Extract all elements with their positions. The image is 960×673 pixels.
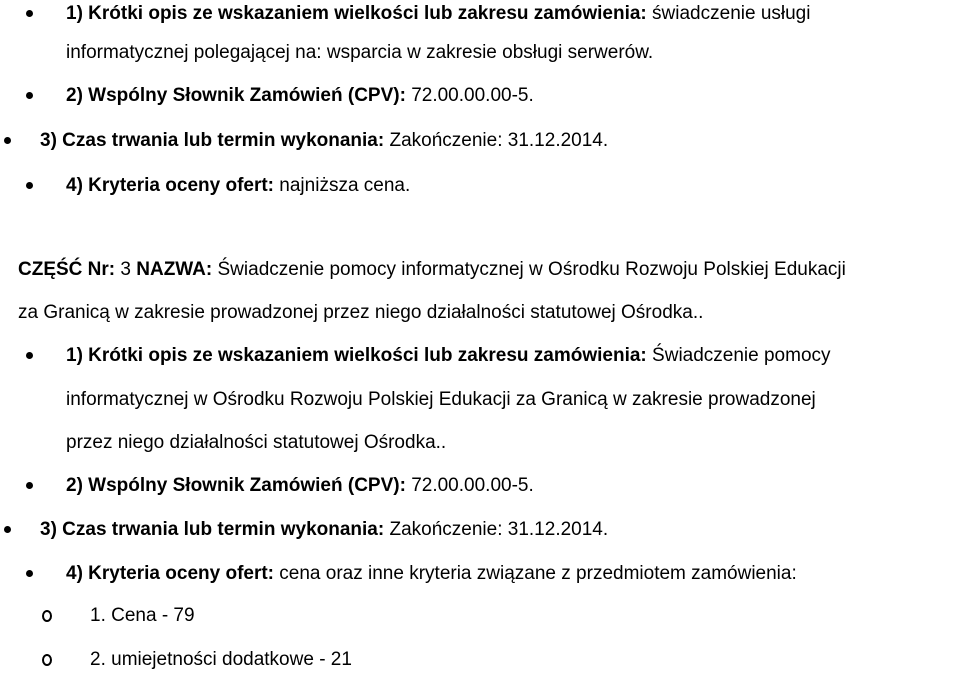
s1-item1-value: świadczenie usługi <box>646 3 811 24</box>
s1-item1-line2: informatycznej polegającej na: wsparcia w zakresie obsługi serwerów. <box>66 42 654 63</box>
bullet-icon <box>26 352 33 359</box>
s1-item1-label: 1) Krótki opis ze wskazaniem wielkości lub zakresu zamówienia: <box>66 3 647 24</box>
s2-item2-label: 2) Wspólny Słownik Zamówień (CPV): <box>66 475 406 496</box>
part-heading-line1 <box>18 259 846 281</box>
bullet-icon <box>26 92 33 99</box>
part-label: CZĘŚĆ Nr: <box>18 259 116 280</box>
criteria-item: 2. umiejetności dodatkowe - 21 <box>90 649 352 670</box>
bullet-icon <box>26 482 33 489</box>
bullet-icon <box>4 526 11 533</box>
s2-item3 <box>40 519 608 541</box>
s1-item3 <box>40 130 608 152</box>
s1-item2-label: 2) Wspólny Słownik Zamówień (CPV): <box>66 85 406 106</box>
part-number: 3 <box>115 259 137 280</box>
s2-item1-line1 <box>66 345 831 367</box>
s1-item2-value: 72.00.00.00-5. <box>405 85 534 106</box>
s2-item3-value: Zakończenie: 31.12.2014. <box>384 519 609 540</box>
s1-item4 <box>66 175 410 197</box>
s2-item1-line2: informatycznej w Ośrodku Rozwoju Polskiej Edukacji za Granicą w zakresie prowadzonej <box>66 389 816 410</box>
s1-item4-label: 4) Kryteria oceny ofert: <box>66 175 275 196</box>
s2-item1-line3: przez niego działalności statutowej Ośrodka.. <box>66 432 447 453</box>
s1-item3-label: 3) Czas trwania lub termin wykonania: <box>40 130 385 151</box>
bullet-icon <box>4 137 11 144</box>
part-heading-line2: za Granicą w zakresie prowadzonej przez niego działalności statutowej Ośrodka.. <box>18 302 704 323</box>
s2-item2 <box>66 475 534 497</box>
s2-item4-value: cena oraz inne kryteria związane z przedmiotem zamówienia: <box>274 563 797 584</box>
s2-item1-value: Świadczenie pomocy <box>646 345 831 366</box>
s2-item1-label: 1) Krótki opis ze wskazaniem wielkości lub zakresu zamówienia: <box>66 345 647 366</box>
part-name: Świadczenie pomocy informatycznej w Ośrodku Rozwoju Polskiej Edukacji <box>212 259 846 280</box>
s1-item3-value: Zakończenie: 31.12.2014. <box>384 130 609 151</box>
bullet-icon <box>26 570 33 577</box>
s2-item4-label: 4) Kryteria oceny ofert: <box>66 563 275 584</box>
s2-item3-label: 3) Czas trwania lub termin wykonania: <box>40 519 385 540</box>
s2-item2-value: 72.00.00.00-5. <box>405 475 534 496</box>
part-name-label: NAZWA: <box>136 259 213 280</box>
bullet-icon <box>26 182 33 189</box>
criteria-item: 1. Cena - 79 <box>90 605 195 626</box>
s2-item4 <box>66 563 797 585</box>
s1-item4-value: najniższa cena. <box>274 175 411 196</box>
circle-bullet-icon <box>42 654 52 666</box>
s1-item1-line1 <box>66 3 810 25</box>
circle-bullet-icon <box>42 610 52 622</box>
bullet-icon <box>26 10 33 17</box>
s1-item2 <box>66 85 534 107</box>
